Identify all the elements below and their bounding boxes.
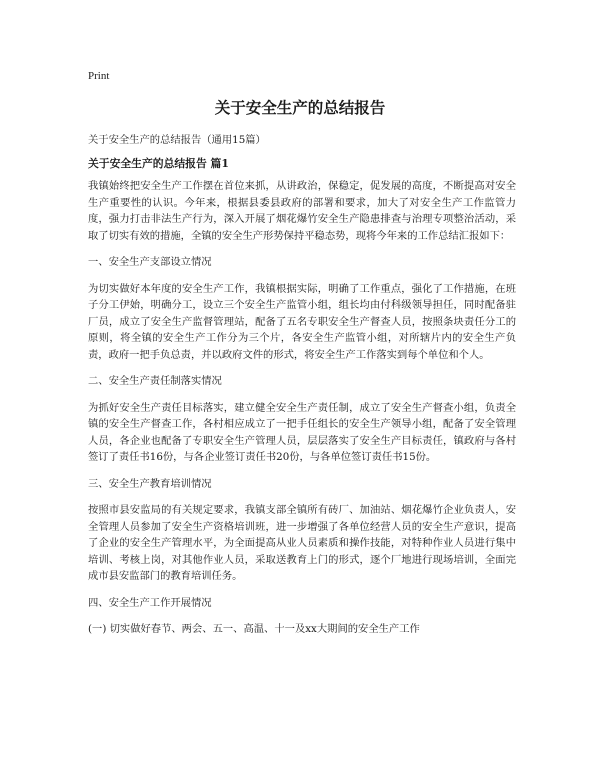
heading-section-2: 二、安全生产责任制落实情况 [88,375,222,387]
heading-section-4: 四、安全生产工作开展情况 [88,596,212,609]
heading-section-1: 一、安全生产支部设立情况 [88,256,212,268]
document-body [88,132,516,648]
print-link[interactable]: Print [88,70,110,82]
document-title: 关于安全生产的总结报告 [214,99,386,117]
subheading-4-1: (一) 切实做好春节、两会、五一、高温、十一及xx大期间的安全生产工作 [88,623,420,635]
paragraph-section-3: 按照市县安监局的有关规定要求，我镇支部全镇所有砖厂、加油站、烟花爆竹企业负责人，安全管理人员参加了安全生产资格培训班，进一步增强了各单位经营人员的安全生产意识，提高了企业的安全生产管理水平，为全面提高从业人员素质和操作技能，对特种作业人员进行集中培训、考核上岗，对其他作业人员，采取送教育上门的形式，逐个厂地进行现场培训，全面完成市县安监部门的教育培训任务。 [88,504,516,582]
paragraph-section-2: 为抓好安全生产责任目标落实，建立健全安全生产责任制，成立了安全生产督查小组，负责全镇的安全生产督查工作，各村相应成立了一把手任组长的安全生产领导小组，配备了安全管理人员，各企业也配备了专职安全生产管理人员，层层落实了安全生产目标责任，镇政府与各村签订了责任书16份，与各企业签订责任书20份，与各单位签订责任书15份。 [88,401,516,463]
heading-section-3: 三、安全生产教育培训情况 [88,477,212,490]
paragraph-section-1: 为切实做好本年度的安全生产工作，我镇根据实际，明确了工作重点，强化了工作措施，在班子分工伊始，明确分工，设立三个安全生产监管小组，组长均由付科级领导担任，同时配备驻厂员，成立了安全生产监督管理站，配备了五名专职安全生产督查人员，按照条块责任分工的原则，将全镇的安全生产工作分为三个片，各安全生产监管小组，对所辖片内的安全生产负责，政府一把手负总责，并以政府文件的形式，将安全生产工作落实到每个单位和个人。 [88,282,516,361]
intro-paragraph: 我镇始终把安全生产工作摆在首位来抓，从讲政治，保稳定，促发展的高度，不断提高对安全生产重要性的认识。今年来，根据县委县政府的部署和要求，加大了对安全生产工作监管力度，强力打击非法生产行为，深入开展了烟花爆竹安全生产隐患排查与治理专项整治活动，采取了切实有效的措施，全镇的安全生产形势保持平稳态势，现将今年来的工作总结汇报如下： [88,180,516,242]
section-title: 关于安全生产的总结报告 篇1 [88,156,229,170]
document-subtitle: 关于安全生产的总结报告（通用15篇） [88,134,266,146]
